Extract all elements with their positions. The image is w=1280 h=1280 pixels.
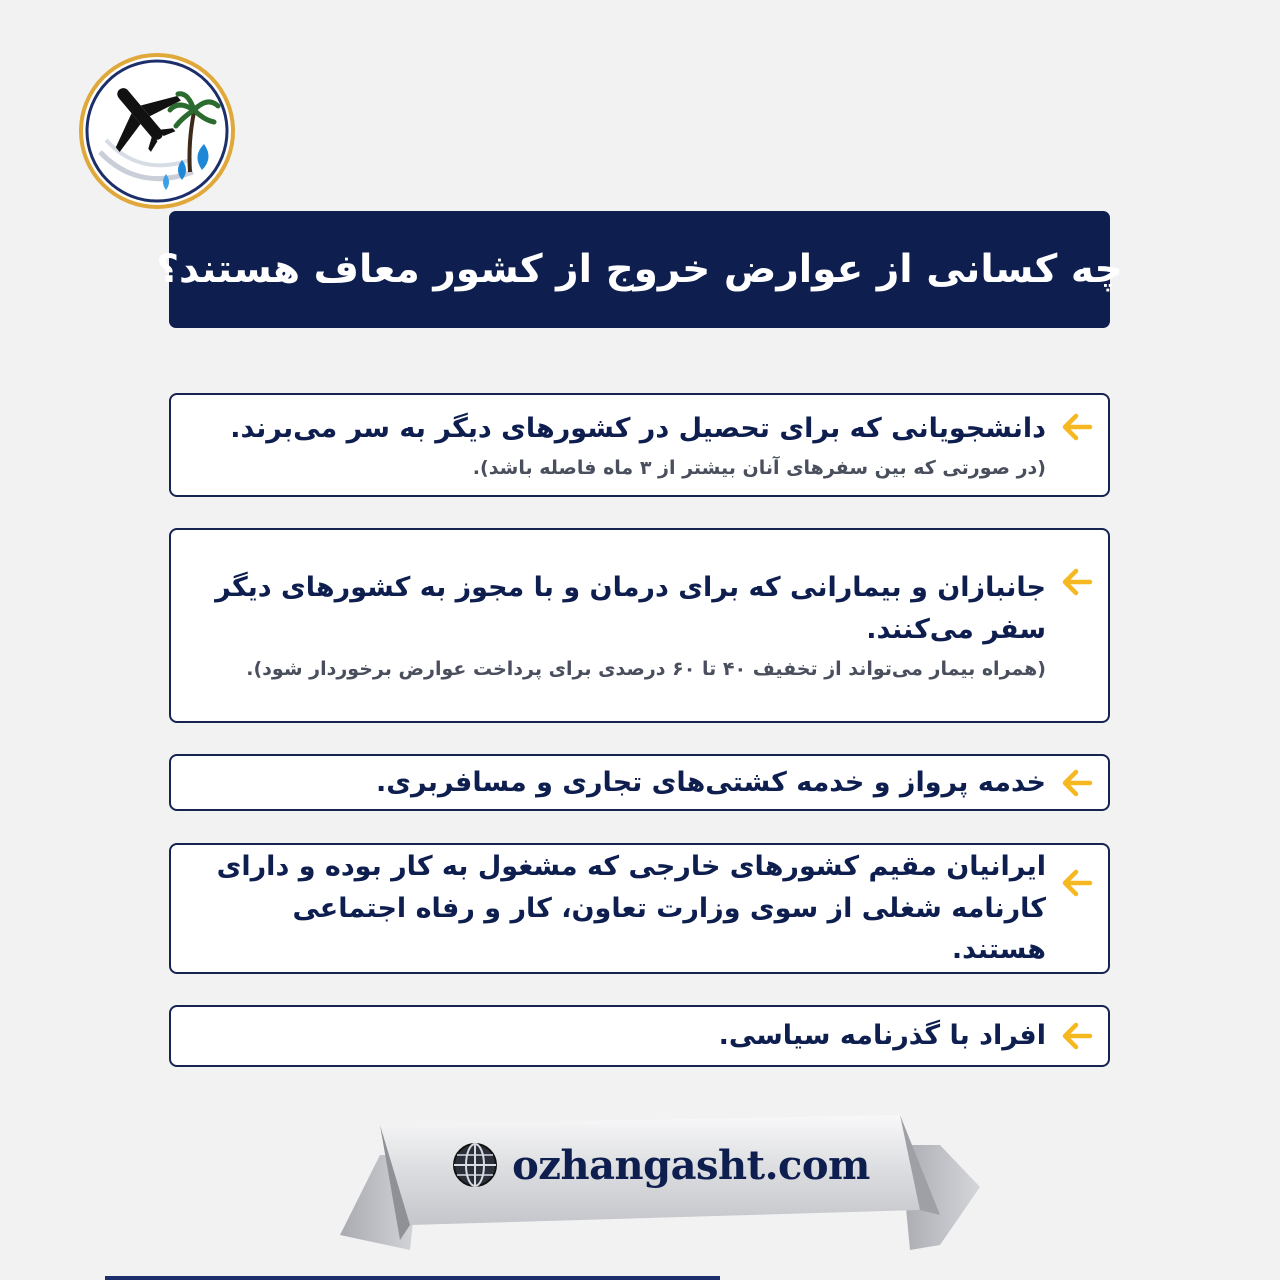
title-banner xyxy=(156,211,1123,328)
item-text: افراد با گذرنامه سیاسی. xyxy=(718,1020,1046,1052)
item-text: خدمه پرواز و خدمه کشتی‌های تجاری و مسافربری. xyxy=(375,766,1046,798)
arrow-left-icon xyxy=(1058,865,1094,901)
item-text: ایرانیان مقیم کشورهای خارجی که مشغول به کار بوده و دارای کارنامه شغلی از سوی وزارت تعاون، کار و رفاه اجتماعی هستند. xyxy=(216,850,1046,966)
brand-logo xyxy=(78,52,236,210)
airplane-palm-logo-icon xyxy=(78,52,236,210)
website-url[interactable]: ozhangasht.com xyxy=(512,1141,870,1189)
bottom-divider xyxy=(105,1276,720,1280)
item-text: دانشجویانی که برای تحصیل در کشورهای دیگر به سر می‌برند. xyxy=(230,412,1046,444)
globe-icon xyxy=(450,1140,500,1190)
list-item xyxy=(169,843,1110,974)
item-note: (در صورتی که بین سفرهای آنان بیشتر از ۳ ماه فاصله باشد). xyxy=(472,456,1046,479)
website-banner xyxy=(340,1115,980,1255)
list-item xyxy=(169,754,1110,811)
item-note: (همراه بیمار می‌تواند از تخفیف ۴۰ تا ۶۰ درصدی برای پرداخت عوارض برخوردار شود). xyxy=(246,658,1046,681)
arrow-left-icon xyxy=(1058,765,1094,801)
list-item xyxy=(169,528,1110,723)
arrow-left-icon xyxy=(1058,1018,1094,1054)
list-item xyxy=(169,393,1110,497)
list-item xyxy=(169,1005,1110,1067)
arrow-left-icon xyxy=(1058,564,1094,600)
item-text: جانبازان و بیمارانی که برای درمان و با مجوز به کشورهای دیگر سفر می‌کنند. xyxy=(215,572,1046,646)
arrow-left-icon xyxy=(1058,409,1094,445)
page-title: چه کسانی از عوارض خروج از کشور معاف هستند؟ xyxy=(156,247,1123,292)
